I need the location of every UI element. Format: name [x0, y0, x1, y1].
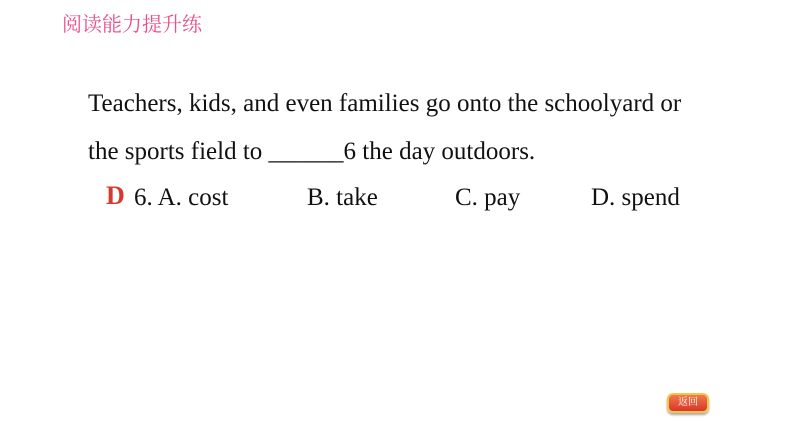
- option-d: D. spend: [591, 184, 680, 211]
- back-button[interactable]: 返回: [667, 393, 709, 413]
- passage-text: [88, 80, 768, 176]
- option-c: C. pay: [455, 184, 521, 211]
- option-b: B. take: [307, 184, 378, 211]
- passage-line-2: the sports field to ______6 the day outdoors.: [88, 138, 536, 165]
- passage-line-1: Teachers, kids, and even families go onto the schoolyard or: [88, 90, 682, 117]
- answer-key: D: [106, 181, 125, 210]
- section-title: 阅读能力提升练: [62, 12, 202, 36]
- question-number-option-a: 6. A. cost: [134, 184, 229, 211]
